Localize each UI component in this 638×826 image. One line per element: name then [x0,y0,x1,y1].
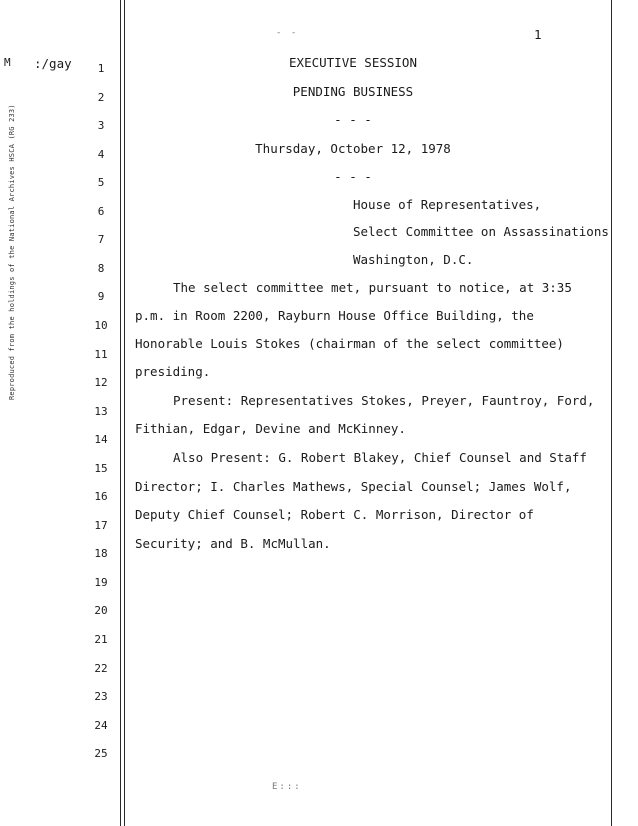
paragraph-1-line-4: presiding. [135,364,211,379]
line-number: 19 [94,575,108,589]
line-number: 15 [94,461,108,475]
line-number: 21 [94,633,108,646]
line-number: 4 [97,147,105,161]
paragraph-1-line-3: Honorable Louis Stokes (chairman of the select committee) [135,336,564,351]
line-number: 20 [94,604,108,618]
session-title: EXECUTIVE SESSION [289,55,417,70]
line-number: 7 [97,233,105,247]
line-number: 3 [97,119,105,133]
line-number: 23 [94,690,108,704]
right-margin-rule [611,0,612,826]
paragraph-3-line-2: Director; I. Charles Mathews, Special Counsel; James Wolf, [135,479,572,494]
line-number: 16 [94,490,108,504]
line-number: 11 [94,347,108,361]
archive-side-note: Reproduced from the holdings of the National Archives HSCA (RG 233) [8,104,16,400]
paragraph-3-line-4: Security; and B. McMullan. [135,536,331,551]
line-number: 5 [97,176,105,190]
left-margin-rule-inner [124,0,125,826]
paragraph-1-line-1: The select committee met, pursuant to notice, at 3:35 [173,280,572,295]
header-scan-marks: - - [276,28,299,38]
place-line-1: House of Representatives, [353,197,542,212]
line-number: 18 [94,547,108,561]
line-number: 24 [94,718,108,732]
line-number: 8 [97,261,105,275]
line-number: 2 [97,90,105,104]
line-number: 6 [97,204,105,218]
line-number: 1 [97,62,105,75]
footer-scan-marks: E::: [272,782,302,792]
paragraph-2-line-2: Fithian, Edgar, Devine and McKinney. [135,421,406,436]
line-number: 22 [94,661,108,675]
paragraph-2-line-1: Present: Representatives Stokes, Preyer, Fauntroy, Ford, [173,393,595,408]
corner-code: M [4,56,11,69]
separator-dashes: - - - [334,112,372,127]
business-title: PENDING BUSINESS [292,84,414,99]
paragraph-3-line-3: Deputy Chief Counsel; Robert C. Morrison, Director of [135,507,534,522]
line-number: 25 [94,747,108,761]
page-number: 1 [534,27,542,42]
typist-id: :/gay [34,56,72,71]
paragraph-1-line-2: p.m. in Room 2200, Rayburn House Office Building, the [135,308,534,323]
line-number: 13 [94,404,108,418]
session-date: Thursday, October 12, 1978 [255,141,451,156]
line-number: 17 [94,518,108,532]
line-number: 14 [94,433,108,447]
left-margin-rule [120,0,121,826]
line-number: 9 [97,290,105,304]
paragraph-3-line-1: Also Present: G. Robert Blakey, Chief Counsel and Staff [173,450,587,465]
place-line-2: Select Committee on Assassinations [353,224,609,239]
place-line-3: Washington, D.C. [353,252,474,267]
line-number: 10 [94,318,108,332]
separator-dashes-2: - - - [334,169,372,184]
line-number: 12 [94,376,108,390]
